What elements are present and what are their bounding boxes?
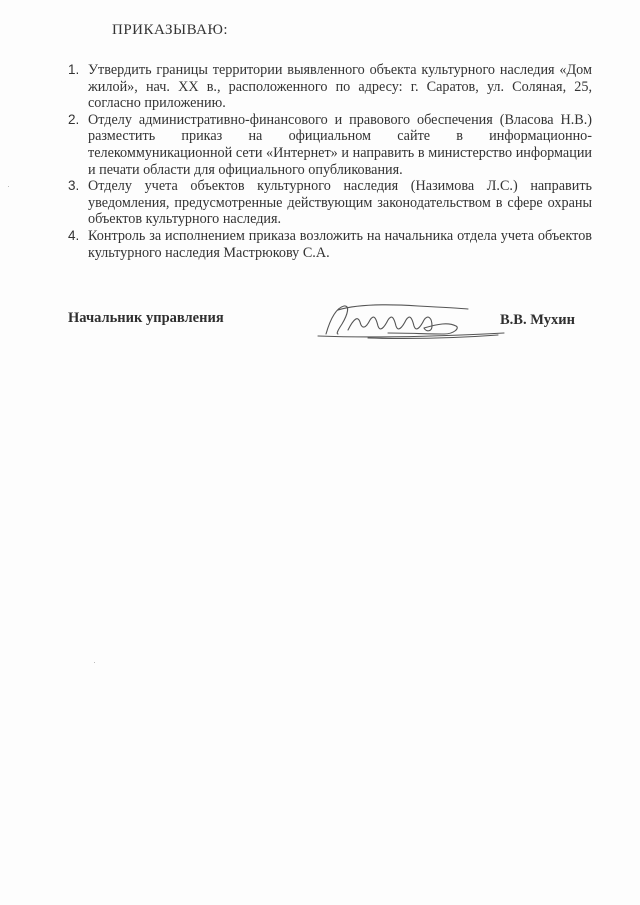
order-item	[62, 62, 592, 112]
order-item-number: 3.	[68, 178, 80, 194]
order-item-number: 4.	[68, 227, 80, 243]
order-item	[62, 228, 592, 261]
order-item-text: Контроль за исполнением приказа возложить на начальника отдела учета объектов культурного наследия Мастрюкову С.А.	[88, 227, 592, 261]
order-item-text: Отделу административно-финансового и правового обеспечения (Власова Н.В.) разместить приказ на официальном сайте в информационно-телекоммуникационной сети «Интернет» и направить в министерство информации и печати области для официального опубликования.	[88, 111, 592, 178]
order-heading: ПРИКАЗЫВАЮ:	[112, 22, 229, 38]
scan-speck	[94, 662, 95, 663]
handwritten-signature	[308, 300, 508, 340]
order-item	[62, 178, 592, 228]
signer-name: В.В. Мухин	[500, 312, 575, 328]
position-title: Начальник управления	[68, 310, 224, 326]
order-list	[62, 62, 592, 261]
order-item-text: Отделу учета объектов культурного наследия (Назимова Л.С.) направить уведомления, предусмотренные действующим законодательством в сфере охраны объектов культурного наследия.	[88, 178, 592, 228]
signature-block	[68, 300, 588, 340]
order-item-text: Утвердить границы территории выявленного объекта культурного наследия «Дом жилой», нач. XX в., расположенного по адресу: г. Саратов, ул. Соляная, 25, согласно приложению.	[88, 62, 592, 112]
order-item	[62, 112, 592, 178]
order-item-number: 2.	[68, 111, 80, 127]
scan-speck	[8, 186, 9, 187]
order-item-number: 1.	[68, 62, 80, 77]
